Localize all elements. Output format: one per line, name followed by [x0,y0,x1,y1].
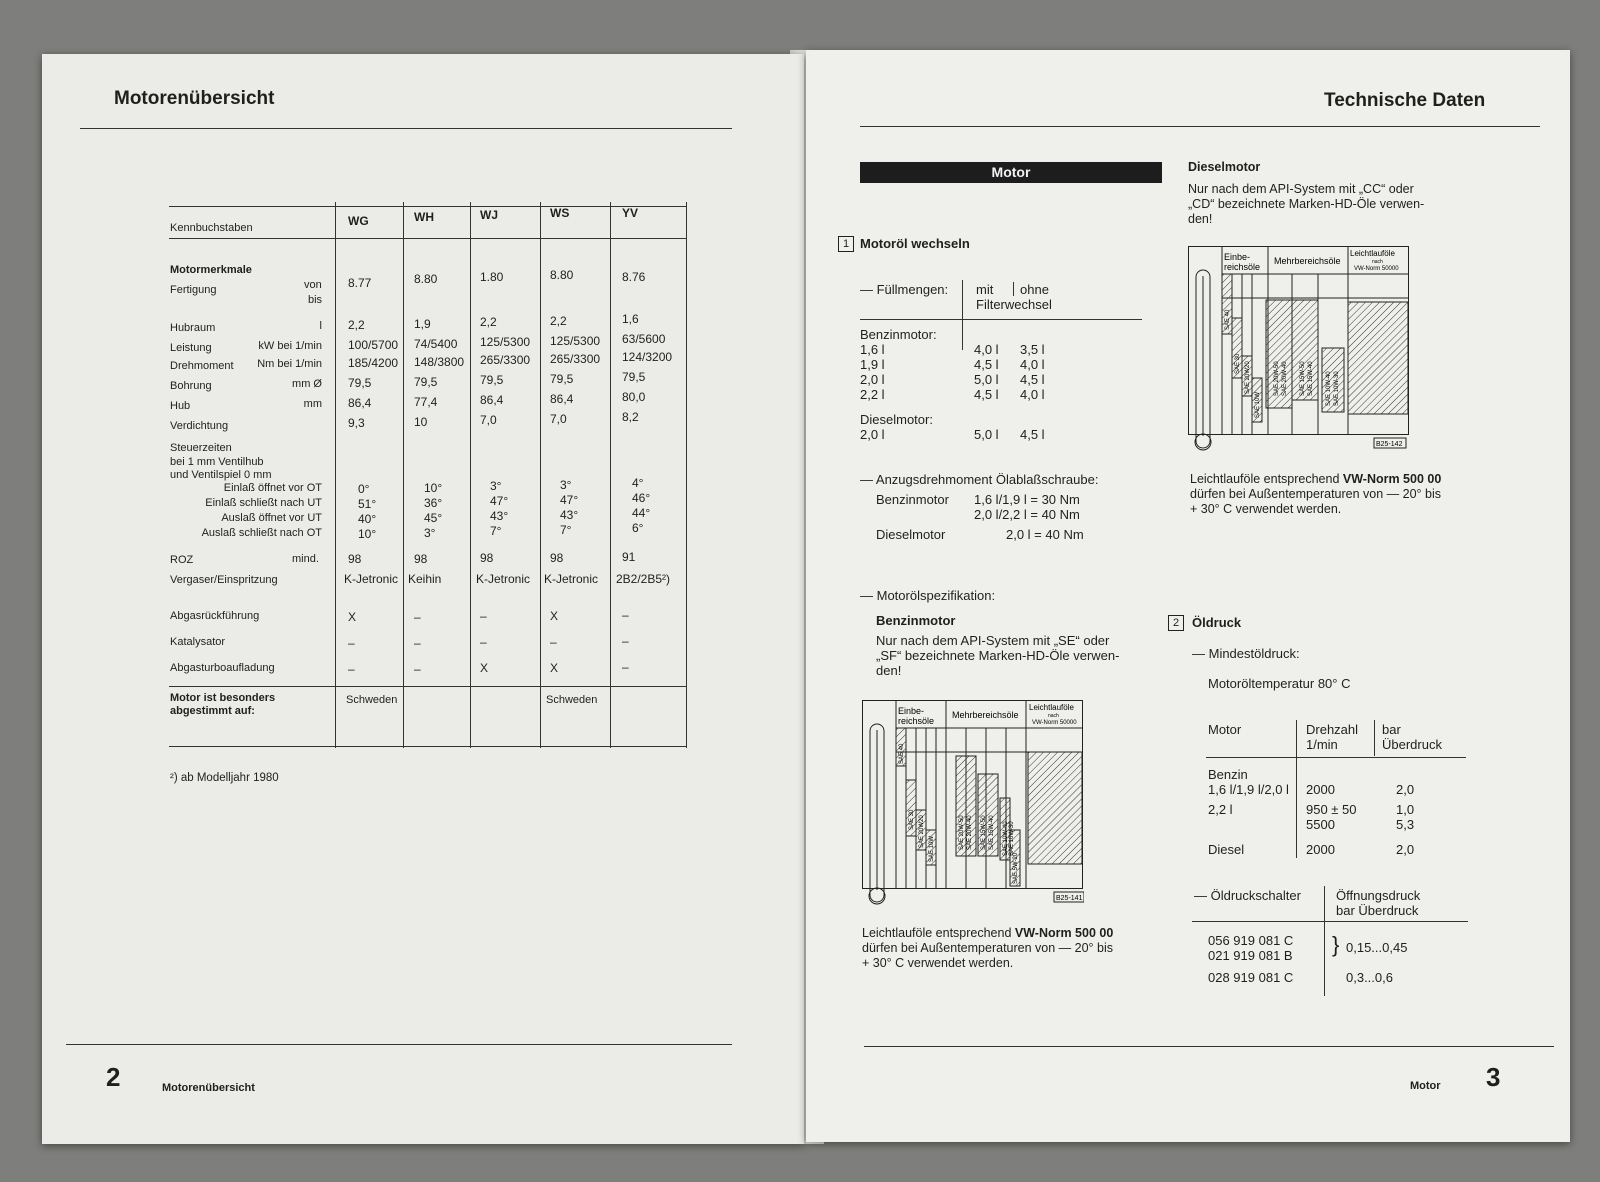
footnote: ²) ab Modelljahr 1980 [170,772,279,784]
table-cell: 40° [358,512,377,526]
table-cell: 45° [424,510,443,525]
table-cell: Keihin [408,572,442,586]
diesel-mit: 5,0 l [974,427,999,442]
oil-grade-label: SAE 10W [1255,391,1261,418]
oil-grade-label: SAE 40 [899,743,905,764]
table-cell: 1,9 [414,316,431,331]
fertigung-label: Fertigung [170,284,217,296]
v22-rpm2: 5500 [1306,817,1335,832]
v22-label: 2,2 l [1208,802,1233,817]
table-cell: 7,0 [550,411,567,426]
col-drehzahl2: 1/min [1306,737,1338,752]
switch-part2: 021 919 081 B [1208,948,1293,963]
table-cell: 3° [490,479,502,493]
chart-hdr3a: Leichtlauföle [1029,703,1074,712]
page-title: Technische Daten [1324,90,1486,111]
steuerzeiten-label2: bei 1 mm Ventilhub [170,456,264,468]
v22-rpm1: 950 ± 50 [1306,802,1357,817]
header-rule [860,126,1540,127]
benzin-bar: 2,0 [1396,782,1415,797]
table-cell: 80,0 [622,390,646,404]
row-label: Verdichtung [170,420,229,432]
table-cell: K-Jetronic [344,572,399,586]
fill-vol: 2,2 l [860,387,885,402]
fill-ohne: 4,0 l [1020,387,1045,402]
fill-ohne: 4,0 l [1020,357,1045,372]
diesel-title: Dieselmotor [1188,160,1261,174]
table-cell: X [480,661,489,675]
row-label: Hub [170,400,191,412]
table-cell: 2B2/2B5²) [616,572,671,586]
oil-grade-label: SAE 20W20 [1245,361,1251,394]
diesel-bar: 2,0 [1396,842,1415,857]
spec-label: — Motorölspezifikation: [860,588,996,603]
page-number: 3 [1486,1062,1501,1092]
table-cell: 98 [550,550,564,565]
abgestimmt-label2: abgestimmt auf: [170,705,255,717]
fertigung-wh: 8.80 [414,272,438,286]
oil-grade-label: SAE 20W-40 [1282,361,1288,396]
chart-hdr3c: VW-Norm 50000 [1032,720,1077,726]
left-page [42,54,804,1144]
row-unit: kW bei 1/min [258,340,322,352]
switch-col1: Öffnungsdruck [1336,888,1421,903]
table-cell: 47° [560,492,579,507]
oil-grade-label: SAE 10W-40 [1003,821,1009,856]
table-cell: 79,5 [414,374,438,389]
chart-hdr1b: reichsöle [898,716,935,726]
fill-mit: 4,5 l [974,387,999,402]
oil-grade-label: SAE 40 [1225,309,1231,330]
row-unit: Nm bei 1/min [257,358,322,370]
turbo-label: Abgasturboaufladung [170,662,275,674]
oil-change-title: Motoröl wechseln [860,236,970,251]
table-cell: – [414,635,421,650]
benzin-oil-chart [862,700,1084,910]
v22-bar2: 5,3 [1396,817,1415,832]
table-cell: 9,3 [348,416,365,430]
table-cell: 3° [560,477,572,492]
table-cell: 2,2 [550,313,567,328]
min-pressure-label: — Mindestöldruck: [1192,646,1300,661]
chart-hdr1a: Einbe- [898,706,925,716]
table-cell: 79,5 [348,376,372,390]
fertigung-von: von [304,279,322,291]
table-cell: 98 [480,551,494,565]
torque-benzin-1: 1,6 l/1,9 l = 30 Nm [974,492,1080,507]
diesel-vol: 2,0 l [860,427,885,442]
chart-hdr3b: nach [1048,713,1059,719]
fill-ohne: 4,5 l [1020,372,1045,387]
torque-benzin-label: Benzinmotor [876,492,949,507]
engine-table [42,54,804,954]
table-cell: 100/5700 [348,338,399,352]
footer-label: Motor [1410,1080,1441,1092]
table-cell: 8,2 [622,410,639,424]
benzin-rpm: 2000 [1306,782,1335,797]
chart-hdr2: Mehrbereichsöle [952,710,1019,720]
oil-temp-label: Motoröltemperatur 80° C [1208,676,1351,691]
table-cell: 36° [424,495,443,510]
table-cell: 265/3300 [550,351,601,366]
switch-range2: 0,3...0,6 [1346,970,1393,985]
table-cell: 7,0 [480,413,497,427]
switch-label: — Öldruckschalter [1194,888,1301,903]
chart-code: B25-142 [1376,441,1403,448]
table-cell: 10 [414,414,428,429]
roz-label: ROZ [170,554,194,566]
table-cell: 125/5300 [550,333,601,348]
table-cell: 2,2 [480,315,497,329]
fertigung-wg: 8.77 [348,276,372,290]
table-cell: 125/5300 [480,335,531,349]
brace-icon: } [1332,932,1340,957]
roz-unit: mind. [292,553,319,565]
diesel-label: Dieselmotor: [860,412,933,427]
fill-mit: 5,0 l [974,372,999,387]
chart-hdr1a: Einbe- [1224,252,1251,262]
benzin-label: Benzinmotor: [860,327,937,342]
section-label: Motormerkmale [170,264,252,276]
oil-grade-label: SAE 15W-50 [981,815,987,850]
table-cell: 98 [348,552,362,566]
table-cell: – [480,609,487,623]
fertigung-ws: 8.80 [550,268,574,282]
abgas-label: Abgasrückführung [170,610,260,622]
diesel-leicht-text: Leichtlauföle entsprechend VW-Norm 500 00 dürfen bei Außentemperaturen von — 20° bis + 30° C verwendet werden. [1190,472,1442,516]
table-cell: 43° [560,507,579,522]
col-motor: Motor [1208,722,1242,737]
fertigung-bis: bis [308,294,323,306]
torque-diesel-label: Dieselmotor [876,527,946,542]
table-cell: 124/3200 [622,350,673,364]
oil-grade-label: SAE 30 [909,809,915,830]
table-cell: 98 [414,551,428,566]
table-cell: – [348,662,355,676]
table-cell: 6° [632,521,644,535]
benzin-sub: 1,6 l/1,9 l/2,0 l [1208,782,1289,797]
table-cell: 86,4 [550,391,574,406]
diesel-oil-chart [1188,246,1410,456]
table-cell: – [550,634,557,649]
table-cell: 10° [358,527,377,541]
oil-grade-label: SAE 20W-50 [959,815,965,850]
fertigung-yv: 8.76 [622,270,646,284]
steuerzeiten-label3: und Ventilspiel 0 mm [170,469,272,481]
table-corner-label: Kennbuchstaben [170,222,253,234]
footer-rule [864,1046,1554,1047]
table-cell: Schweden [346,694,398,706]
fill-mit: 4,0 l [974,342,999,357]
table-cell: 265/3300 [480,353,531,367]
table-cell: 46° [632,491,651,505]
table-cell: 10° [424,480,443,495]
col-header-wh: WH [414,210,434,224]
diesel-ohne: 4,5 l [1020,427,1045,442]
table-cell: – [622,634,629,648]
timing-label: Auslaß schließt nach OT [201,527,322,539]
oil-grade-label: SAE 10W-30 [1334,371,1340,406]
col-drehzahl1: Drehzahl [1306,722,1359,737]
oil-grade-label: SAE 10W-30 [1009,821,1015,856]
torque-benzin-2: 2,0 l/2,2 l = 40 Nm [974,507,1080,522]
row-label: Leistung [170,342,212,354]
table-cell: 7° [560,522,572,537]
fill-ohne: 3,5 l [1020,342,1045,357]
table-cell: K-Jetronic [476,572,531,586]
benzin-label: Benzin [1208,767,1248,782]
chart-hdr3c: VW-Norm 50000 [1354,266,1399,272]
table-cell: 86,4 [348,396,372,410]
diesel-label: Diesel [1208,842,1245,857]
fill-vol: 1,9 l [860,357,885,372]
table-cell: 4° [632,476,644,490]
table-cell: 51° [358,497,377,511]
table-cell: 74/5400 [414,336,458,351]
table-cell: 79,5 [480,373,504,387]
col-bar2: Überdruck [1382,737,1442,752]
item-number-box: 1 [838,236,854,252]
chart-hdr2: Mehrbereichsöle [1274,256,1341,266]
table-cell: – [480,635,487,649]
timing-label: Auslaß öffnet vor UT [221,512,322,524]
table-cell: 3° [424,525,436,540]
footer-label: Motorenübersicht [162,1082,255,1094]
oil-grade-label: SAE 10W [929,835,935,862]
chart-code: B25-141 [1056,895,1083,902]
spec-benzin-text2: „SF“ bezeichnete Marken-HD-Öle verwen- [876,648,1120,663]
col-header-wj: WJ [480,208,498,222]
col-header-ws: WS [550,206,570,220]
table-cell: – [414,661,421,676]
table-cell: 185/4200 [348,356,399,370]
col-header-yv: YV [622,206,639,220]
oil-grade-label: SAE 20W20 [919,815,925,848]
oil-grade-label: SAE 15W-40 [989,815,995,850]
oil-grade-label: SAE 30 [1235,353,1241,374]
chart-hdr3a: Leichtlauföle [1350,249,1395,258]
oil-pressure-title: Öldruck [1192,615,1242,630]
oil-grade-label: SAE 15W-40 [1308,361,1314,396]
fertigung-wj: 1.80 [480,270,504,284]
fill-label: — Füllmengen: [860,282,949,297]
table-cell: 79,5 [622,370,646,384]
fill-vol: 1,6 l [860,342,885,357]
table-cell: 44° [632,506,651,520]
row-unit: mm Ø [292,378,322,390]
table-cell: 1,6 [622,312,639,326]
oil-grade-label: SAE 5W-20 [1013,852,1019,884]
row-unit: mm [303,398,322,410]
switch-part1: 056 919 081 C [1208,933,1294,948]
oil-grade-label: SAE 20W-40 [967,815,973,850]
page-title: Motorenübersicht [114,88,275,109]
table-cell: 43° [490,509,509,523]
table-cell: 7° [490,524,502,538]
table-cell: 77,4 [414,394,438,409]
benzin-leicht-text: Leichtlauföle entsprechend VW-Norm 500 00 dürfen bei Außentemperaturen von — 20° bis + 30° C verwendet werden. [862,926,1114,970]
chart-hdr1b: reichsöle [1224,262,1261,272]
table-cell: X [550,660,559,675]
v22-bar1: 1,0 [1396,802,1415,817]
spec-benzin-title: Benzinmotor [876,613,956,628]
right-page [806,50,1570,1142]
table-cell: Schweden [546,694,598,706]
footer-rule [66,1044,732,1045]
col-bar1: bar [1382,722,1401,737]
switch-col2: bar Überdruck [1336,903,1419,918]
spec-benzin-text3: den! [876,663,902,678]
row-label: Drehmoment [170,360,234,372]
row-unit: l [319,320,322,332]
table-cell: – [348,636,355,650]
vergaser-label: Vergaser/Einspritzung [170,574,278,586]
fill-vol: 2,0 l [860,372,885,387]
table-cell: – [622,608,629,622]
table-cell: 2,2 [348,318,365,332]
fill-mit: 4,5 l [974,357,999,372]
oil-grade-label: SAE 10W-40 [1326,371,1332,406]
table-cell: 47° [490,494,509,508]
torque-label: — Anzugsdrehmoment Ölablaßschraube: [860,472,1099,487]
row-label: Hubraum [170,322,216,334]
spec-benzin-text1: Nur nach dem API-System mit „SE“ oder [876,633,1110,648]
table-cell: X [550,608,559,623]
steuerzeiten-label1: Steuerzeiten [170,442,232,454]
diesel-text: Nur nach dem API-System mit „CC“ oder „CD“ bezeichnete Marken-HD-Öle verwen- den! [1188,182,1425,226]
timing-label: Einlaß öffnet vor OT [223,482,322,494]
col-filter: Filterwechsel [976,297,1052,312]
switch-part3: 028 919 081 C [1208,970,1294,985]
page-number: 2 [106,1062,121,1092]
abgestimmt-label1: Motor ist besonders [170,692,276,704]
row-label: Bohrung [170,380,212,392]
table-cell: 63/5600 [622,332,666,346]
section-banner: Motor [860,162,1162,183]
switch-range1: 0,15...0,45 [1346,940,1408,955]
torque-diesel: 2,0 l = 40 Nm [1006,527,1084,542]
table-cell: 91 [622,550,636,564]
oil-grade-label: SAE 20W-50 [1274,361,1280,396]
table-cell: 148/3800 [414,354,465,369]
diesel-rpm: 2000 [1306,842,1335,857]
katalysator-label: Katalysator [170,636,226,648]
timing-label: Einlaß schließt nach UT [205,497,322,509]
table-cell: 86,4 [480,393,504,407]
chart-hdr3b: nach [1372,259,1383,265]
table-cell: 0° [358,482,370,496]
item-number-box: 2 [1168,615,1184,631]
col-header-wg: WG [348,214,369,228]
col-mit: mit [976,282,994,297]
table-cell: – [414,609,421,624]
table-cell: K-Jetronic [544,572,599,586]
table-cell: X [348,610,357,624]
oil-grade-label: SAE 15W-50 [1300,361,1306,396]
table-cell: – [622,660,629,674]
table-cell: 79,5 [550,371,574,386]
col-ohne: ohne [1020,282,1049,297]
